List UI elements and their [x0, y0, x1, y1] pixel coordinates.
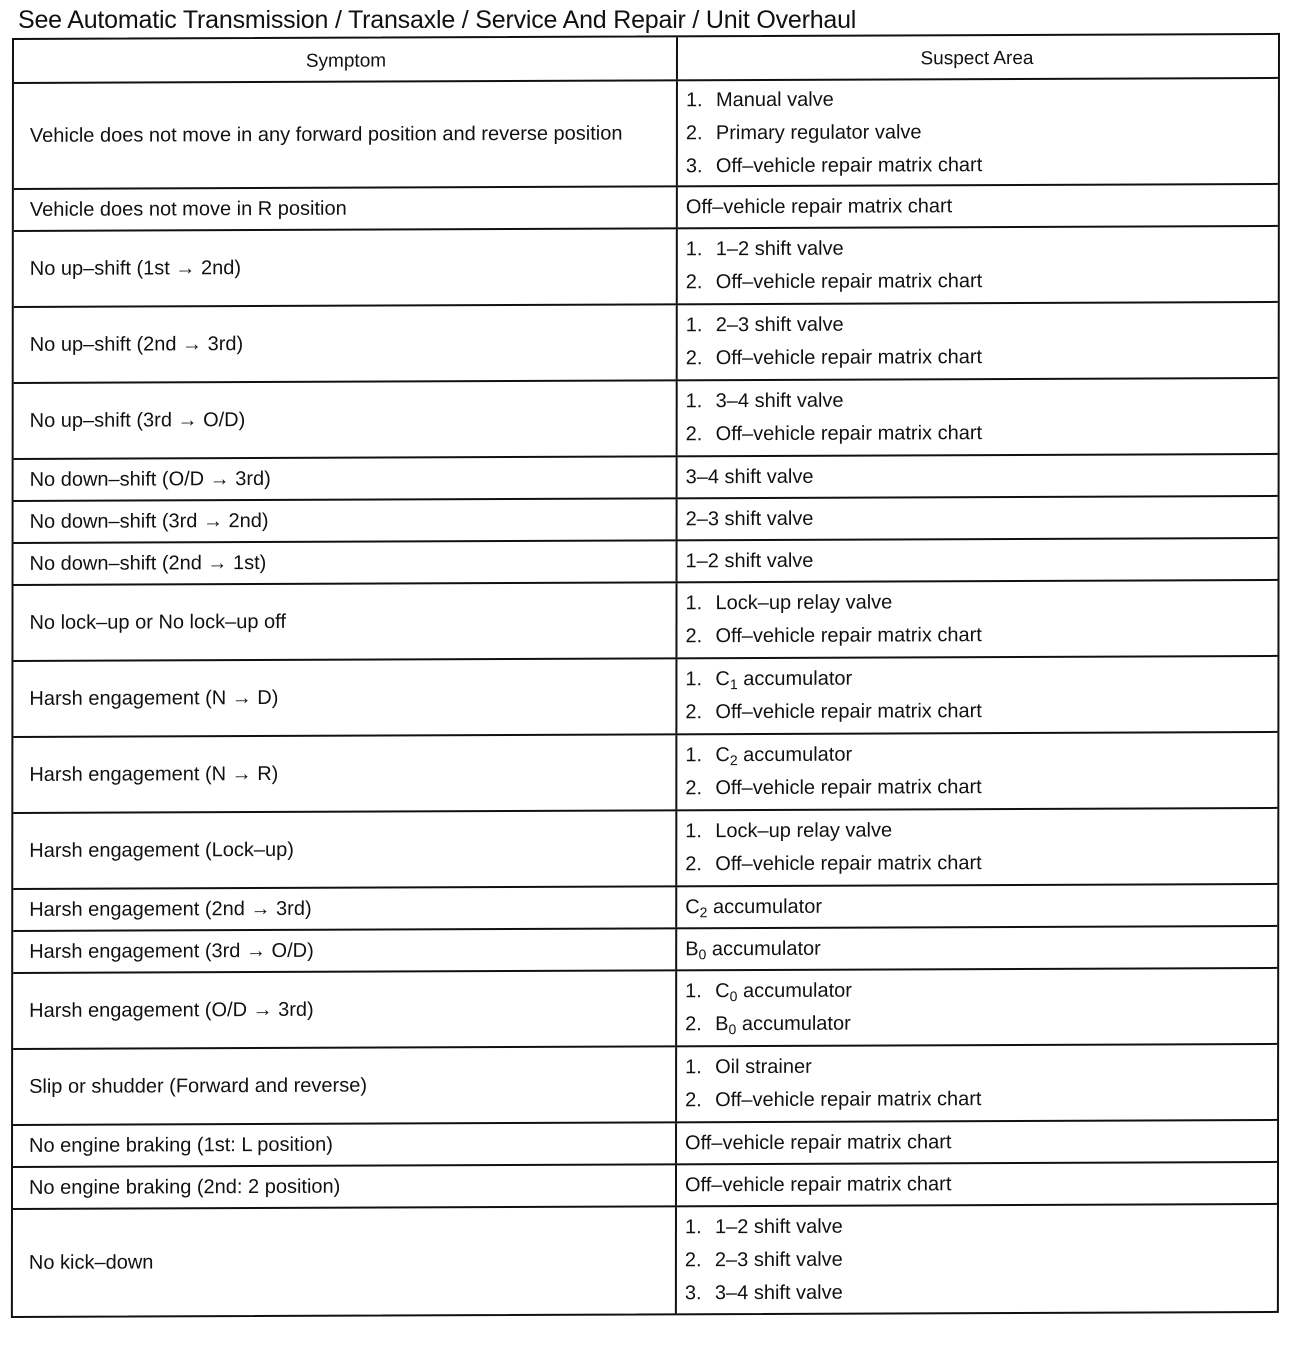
suspect-area-cell: [677, 1045, 1277, 1121]
symptom-cell: [13, 1047, 677, 1124]
item-number: 2.: [684, 1248, 702, 1271]
suspect-area-cell: [678, 379, 1278, 455]
suspect-area-text: 1–2 shift valve: [714, 1215, 843, 1238]
suspect-area-item: [685, 1124, 1267, 1159]
suspect-area-cell: [677, 809, 1277, 885]
suspect-area-text: $C_2$ accumulator: [685, 895, 822, 920]
symptom-cell: [14, 305, 678, 382]
suspect-area-text: 3–4 shift valve: [685, 465, 814, 488]
symptom-cell: [13, 971, 677, 1048]
suspect-area-text: Off–vehicle repair matrix chart: [715, 346, 983, 370]
symptom-text: No down–shift (3rd → 2nd): [29, 509, 269, 533]
item-number: 1.: [685, 744, 703, 767]
suspect-area-text: $C_1$ accumulator: [715, 667, 853, 693]
item-number: 2.: [685, 1089, 702, 1112]
suspect-area-cell: [677, 885, 1277, 927]
suspect-area-text: Off–vehicle repair matrix chart: [715, 270, 983, 294]
suspect-area-cell: [678, 539, 1278, 581]
table-row: [14, 79, 1278, 190]
suspect-area-item: [686, 147, 1268, 182]
suspect-area-cell: [677, 1163, 1277, 1205]
suspect-area-text: Lock–up relay valve: [715, 591, 893, 615]
suspect-area-text: Off–vehicle repair matrix chart: [715, 153, 983, 177]
table-row: [14, 227, 1278, 308]
symptom-cell: [14, 381, 678, 458]
suspect-area-text: Off–vehicle repair matrix chart: [715, 624, 982, 648]
item-number: 1.: [685, 592, 703, 615]
symptom-cell: [14, 541, 678, 584]
suspect-area-text: 1–2 shift valve: [715, 237, 844, 261]
item-number: 1.: [685, 390, 703, 413]
suspect-area-item: [686, 458, 1268, 493]
suspect-area-cell: [677, 581, 1277, 657]
suspect-area-item: [685, 737, 1267, 772]
symptom-text: No lock–up or No lock–up off: [29, 610, 286, 634]
table-row: [14, 303, 1278, 384]
suspect-area-text: $C_2$ accumulator: [715, 743, 853, 769]
symptom-text: Vehicle does not move in R position: [29, 197, 347, 221]
symptom-cell: [13, 659, 677, 736]
item-number: 1.: [685, 238, 703, 261]
suspect-area-item: [686, 231, 1268, 266]
suspect-area-text: 1–2 shift valve: [685, 549, 814, 572]
suspect-area-text: Off–vehicle repair matrix chart: [715, 852, 982, 876]
item-number: 2.: [685, 271, 703, 294]
item-number: 2.: [685, 121, 703, 144]
symptom-text: Harsh engagement (N → R): [29, 762, 279, 786]
symptom-text: Harsh engagement (O/D → 3rd): [29, 998, 314, 1022]
suspect-area-item: [686, 383, 1268, 418]
suspect-area-item: [686, 307, 1268, 342]
symptom-text: No up–shift (2nd → 3rd): [29, 333, 244, 356]
suspect-area-item: [685, 1166, 1267, 1201]
table-row: [13, 1121, 1277, 1168]
suspect-area-item: [685, 1082, 1267, 1117]
symptom-text: Harsh engagement (2nd → 3rd): [29, 897, 312, 921]
table-row: [13, 927, 1277, 974]
item-number: 2.: [685, 423, 703, 446]
suspect-area-item: [686, 542, 1268, 577]
suspect-area-cell: [678, 455, 1278, 497]
page-heading: See Automatic Transmission / Transaxle / Service And Repair / Unit Overhaul: [18, 6, 857, 34]
item-number: 1.: [685, 314, 703, 337]
suspect-area-cell: [677, 657, 1277, 733]
header-suspect-area: Suspect Area: [920, 47, 1034, 69]
suspect-area-cell: [677, 927, 1277, 969]
table-row: [13, 1205, 1277, 1316]
suspect-area-text: Primary regulator valve: [715, 120, 922, 144]
symptom-text: No engine braking (2nd: 2 position): [28, 1175, 341, 1199]
table-row: [13, 1045, 1277, 1126]
table-row: [13, 581, 1277, 662]
item-number: 3.: [685, 154, 703, 177]
symptom-cell: [13, 735, 677, 812]
suspect-area-cell: [678, 185, 1278, 227]
table-row: [14, 185, 1278, 232]
item-number: 2.: [685, 1013, 702, 1036]
table-row: [13, 657, 1277, 738]
item-number: 1.: [685, 980, 702, 1003]
symptom-cell: [14, 499, 678, 542]
suspect-area-item: [686, 81, 1268, 116]
symptom-cell: [13, 1123, 677, 1166]
table-row: [14, 455, 1278, 502]
item-number: 1.: [685, 820, 703, 843]
suspect-area-text: $C_0$ accumulator: [715, 979, 852, 1005]
item-number: 2.: [685, 625, 703, 648]
suspect-area-text: 3–4 shift valve: [715, 389, 844, 413]
suspect-area-item: [685, 1274, 1267, 1309]
symptom-text: No up–shift (1st → 2nd): [29, 257, 242, 280]
table-header-row: [14, 35, 1278, 84]
suspect-area-text: $B_0$ accumulator: [715, 1012, 851, 1038]
symptom-cell: [13, 1207, 677, 1316]
suspect-area-text: 2–3 shift valve: [715, 313, 844, 337]
symptom-cell: [14, 229, 678, 306]
suspect-area-cell: [677, 1121, 1277, 1163]
item-number: 1.: [685, 668, 703, 691]
suspect-area-item: [686, 114, 1268, 149]
header-symptom: Symptom: [14, 37, 678, 82]
symptom-text: Slip or shudder (Forward and reverse): [29, 1074, 368, 1098]
symptom-cell: [13, 811, 677, 888]
suspect-area-cell: [678, 303, 1278, 379]
symptom-text: Harsh engagement (Lock–up): [29, 838, 294, 862]
symptom-text: Harsh engagement (3rd → O/D): [29, 939, 314, 963]
item-number: 1.: [685, 1056, 702, 1079]
symptom-cell: [13, 583, 677, 660]
suspect-area-cell: [677, 969, 1277, 1045]
item-number: 1.: [684, 1215, 702, 1238]
table-row: [14, 379, 1278, 460]
suspect-area-text: Off–vehicle repair matrix chart: [685, 1130, 952, 1154]
suspect-area-item: [685, 888, 1267, 923]
item-number: 3.: [684, 1281, 702, 1304]
item-number: 2.: [685, 853, 702, 876]
symptom-cell: [13, 929, 677, 972]
suspect-area-item: [685, 930, 1267, 965]
table-row: [14, 539, 1278, 586]
suspect-area-item: [685, 1241, 1267, 1276]
symptom-cell: [14, 81, 678, 188]
item-number: 2.: [685, 701, 703, 724]
symptom-cell: [13, 1165, 677, 1208]
suspect-area-item: [685, 1049, 1267, 1084]
table-row: [14, 497, 1278, 544]
suspect-area-item: [685, 846, 1267, 881]
suspect-area-text: 3–4 shift valve: [714, 1281, 843, 1304]
suspect-area-item: [685, 1006, 1267, 1041]
symptom-cell: [14, 457, 678, 500]
table-row: [13, 733, 1277, 814]
suspect-area-item: [685, 813, 1267, 848]
symptom-text: Vehicle does not move in any forward position and reverse position: [29, 122, 623, 147]
symptom-cell: [13, 887, 677, 930]
suspect-area-cell: [677, 733, 1277, 809]
suspect-area-cell: [678, 79, 1278, 185]
table-row: [13, 969, 1277, 1050]
suspect-area-text: Off–vehicle repair matrix chart: [715, 700, 982, 724]
suspect-area-item: [686, 264, 1268, 299]
suspect-area-text: $B_0$ accumulator: [685, 937, 821, 962]
suspect-area-item: [686, 188, 1268, 223]
suspect-area-text: 2–3 shift valve: [714, 1248, 843, 1271]
item-number: 2.: [685, 777, 703, 800]
suspect-area-item: [686, 416, 1268, 451]
suspect-area-cell: [678, 227, 1278, 303]
symptom-text: Harsh engagement (N → D): [29, 686, 279, 710]
suspect-area-cell: [678, 497, 1278, 539]
item-number: 2.: [685, 347, 703, 370]
symptom-text: No down–shift (2nd → 1st): [29, 551, 267, 575]
symptom-text: No down–shift (O/D → 3rd): [29, 467, 271, 491]
suspect-area-item: [685, 973, 1267, 1008]
suspect-area-item: [686, 340, 1268, 375]
suspect-area-text: Off–vehicle repair matrix chart: [715, 1088, 982, 1112]
symptom-text: No kick–down: [28, 1251, 154, 1274]
suspect-area-item: [685, 618, 1267, 653]
symptom-cell: [14, 187, 678, 230]
suspect-area-text: Off–vehicle repair matrix chart: [685, 194, 953, 218]
suspect-area-item: [685, 585, 1267, 620]
suspect-area-item: [686, 500, 1268, 535]
table-row: [13, 809, 1277, 890]
suspect-area-text: Manual valve: [715, 88, 834, 111]
table-row: [13, 885, 1277, 932]
suspect-area-text: Off–vehicle repair matrix chart: [715, 776, 982, 800]
suspect-area-text: Off–vehicle repair matrix chart: [715, 422, 983, 446]
suspect-area-text: Oil strainer: [715, 1055, 812, 1079]
suspect-area-text: Lock–up relay valve: [715, 819, 893, 843]
suspect-area-text: 2–3 shift valve: [685, 507, 814, 530]
item-number: 1.: [685, 88, 703, 111]
symptom-text: No up–shift (3rd → O/D): [29, 409, 246, 432]
suspect-area-item: [685, 694, 1267, 729]
suspect-area-cell: [677, 1205, 1277, 1313]
suspect-area-item: [685, 770, 1267, 805]
suspect-area-item: [685, 1208, 1267, 1243]
symptom-text: No engine braking (1st: L position): [29, 1133, 333, 1157]
table-row: [13, 1163, 1277, 1210]
symptom-table: [11, 33, 1280, 1318]
suspect-area-item: [685, 661, 1267, 696]
suspect-area-text: Off–vehicle repair matrix chart: [684, 1172, 952, 1196]
